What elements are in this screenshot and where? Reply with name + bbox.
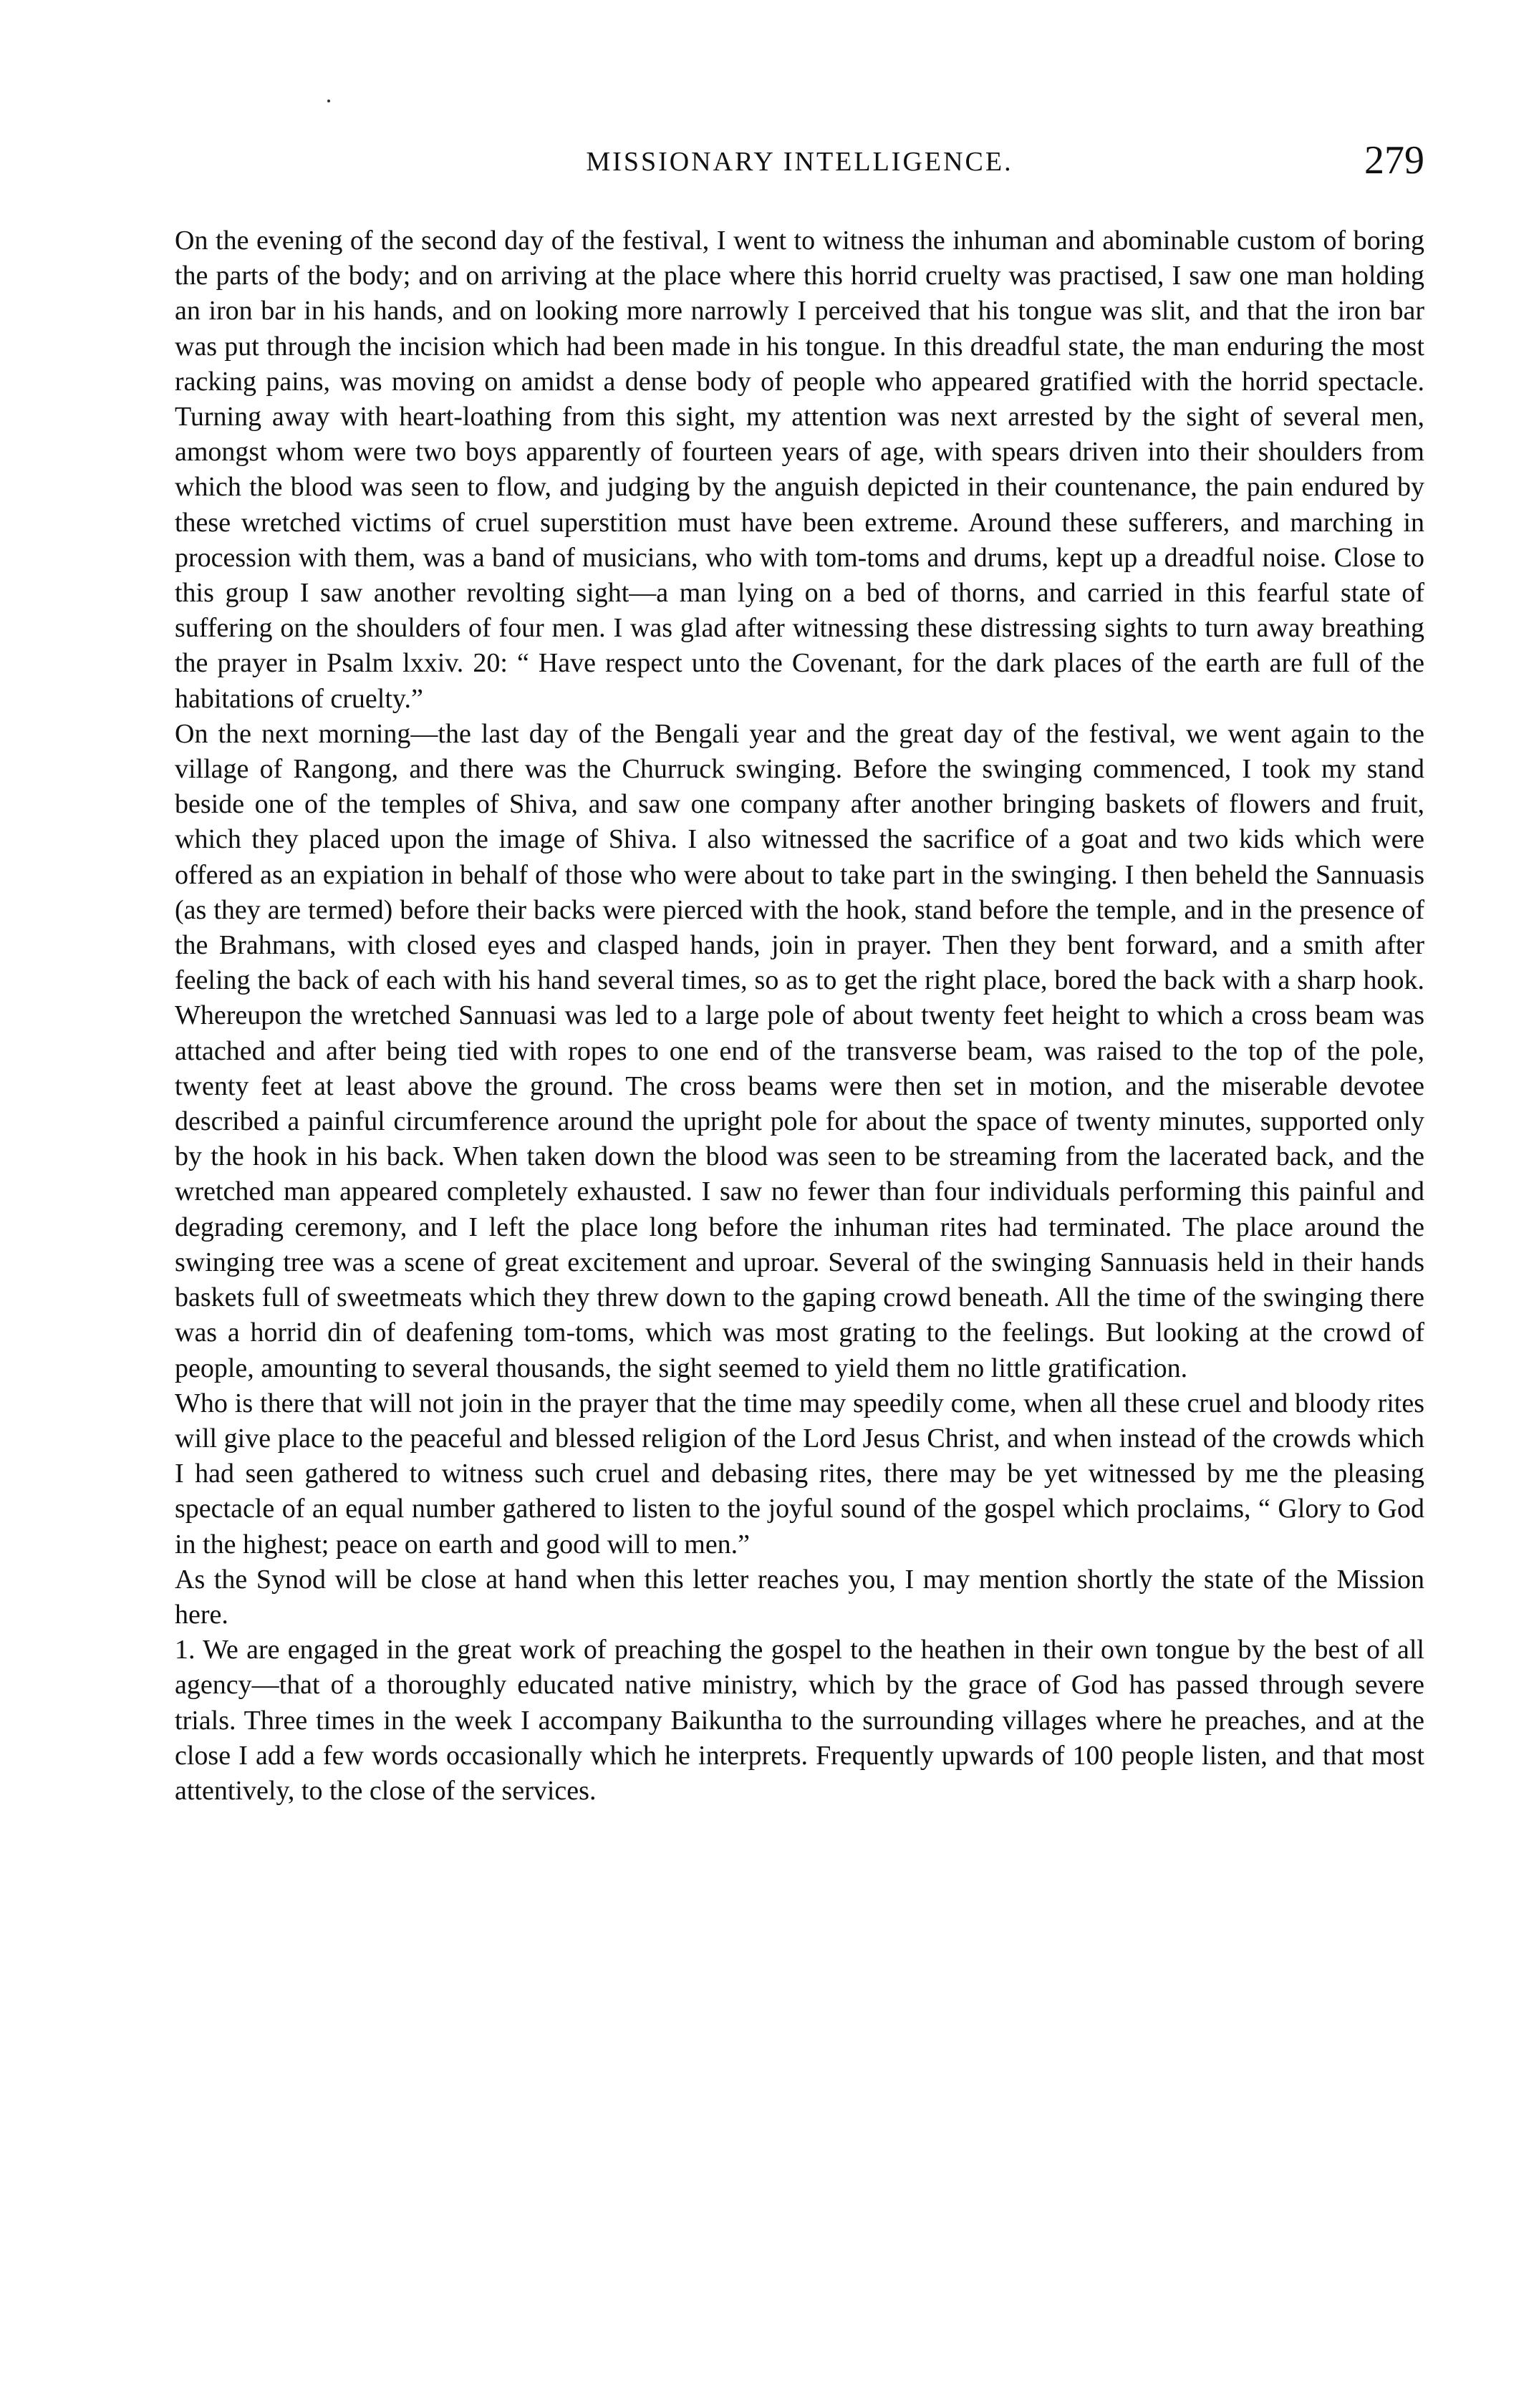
- paragraph-churruck-swinging: On the next morning—the last day of the Bengali year and the great day of the festival, we went again to the village of Rangong, and there was the Churruck swinging. Before the swinging commenced, I took my stand beside one of the temples of Shiva, and saw one company after another bringing baskets of flowers and fruit, which they placed upon the image of Shiva. I also witnessed the sacrifice of a goat and two kids which were offered as an expiation in behalf of those who were about to take part in the swinging. I then beheld the Sannuasis (as they are termed) before their backs were pierced with the hook, stand before the temple, and in the presence of the Brahmans, with closed eyes and clasped hands, join in prayer. Then they bent forward, and a smith after feeling the back of each with his hand several times, so as to get the right place, bored the back with a sharp hook. Whereupon the wretched Sannuasi was led to a large pole of about twenty feet height to which a cross beam was attached and after being tied with ropes to one end of the transverse beam, was raised to the top of the pole, twenty feet at least above the ground. The cross beams were then set in motion, and the miserable devotee described a painful circumference around the upright pole for about the space of twenty minutes, supported only by the hook in his back. When taken down the blood was seen to be streaming from the lacerated back, and the wretched man appeared completely exhausted. I saw no fewer than four individuals performing this painful and degrading ceremony, and I left the place long before the inhuman rites had terminated. The place around the swinging tree was a scene of great excitement and uproar. Several of the swinging Sannuasis held in their hands baskets full of sweetmeats which they threw down to the gaping crowd beneath. All the time of the swinging there was a horrid din of deafening tom-toms, which was most grating to the feelings. But looking at the crowd of people, amounting to several thousands, the sight seemed to yield them no little gratification.: [175, 718, 1424, 1383]
- book-page: [175, 136, 1424, 1809]
- paragraph-synod: As the Synod will be close at hand when this letter reaches you, I may mention shortly the state of the Mission here.: [175, 1564, 1424, 1630]
- running-head: MISSIONARY INTELLIGENCE.: [586, 147, 1013, 177]
- paragraph-festival-evening: On the evening of the second day of the festival, I went to witness the inhuman and abominable custom of boring the parts of the body; and on arriving at the place where this horrid cruelty was practised, I saw one man holding an iron bar in his hands, and on looking more narrowly I perceived that his tongue was slit, and that the iron bar was put through the incision which had been made in his tongue. In this dreadful state, the man enduring the most racking pains, was moving on amidst a dense body of people who appeared gratified with the horrid spectacle. Turning away with heart-loathing from this sight, my attention was next arrested by the sight of several men, amongst whom were two boys apparently of fourteen years of age, with spears driven into their shoulders from which the blood was seen to flow, and judging by the anguish depicted in their countenance, the pain endured by these wretched victims of cruel superstition must have been extreme. Around these sufferers, and marching in procession with them, was a band of musicians, who with tom-toms and drums, kept up a dreadful noise. Close to this group I saw another revolting sight—a man lying on a bed of thorns, and carried in this fearful state of suffering on the shoulders of four men. I was glad after witnessing these distressing sights to turn away breathing the prayer in Psalm lxxiv. 20: “ Have respect unto the Covenant, for the dark places of the earth are full of the habitations of cruelty.”: [175, 226, 1424, 714]
- ink-speck: [327, 100, 330, 102]
- page-number: 279: [1364, 138, 1424, 183]
- text-body: [175, 223, 1424, 1809]
- paragraph-prayer: Who is there that will not join in the prayer that the time may speedily come, when all these cruel and bloody rites will give place to the peaceful and blessed religion of the Lord Jesus Christ, and when instead of the crowds which I had seen gathered to witness such cruel and debasing rites, there may be yet witnessed by me the pleasing spectacle of an equal number gathered to listen to the joyful sound of the gospel which proclaims, “ Glory to God in the highest; peace on earth and good will to men.”: [175, 1388, 1424, 1560]
- paragraph-preaching: 1. We are engaged in the great work of preaching the gospel to the heathen in their own tongue by the best of all agency—that of a thoroughly educated native ministry, which by the grace of God has passed through severe trials. Three times in the week I accompany Baikuntha to the surrounding villages where he preaches, and at the close I add a few words occasionally which he interprets. Frequently upwards of 100 people listen, and that most attentively, to the close of the services.: [175, 1635, 1424, 1806]
- page-header: [175, 136, 1424, 188]
